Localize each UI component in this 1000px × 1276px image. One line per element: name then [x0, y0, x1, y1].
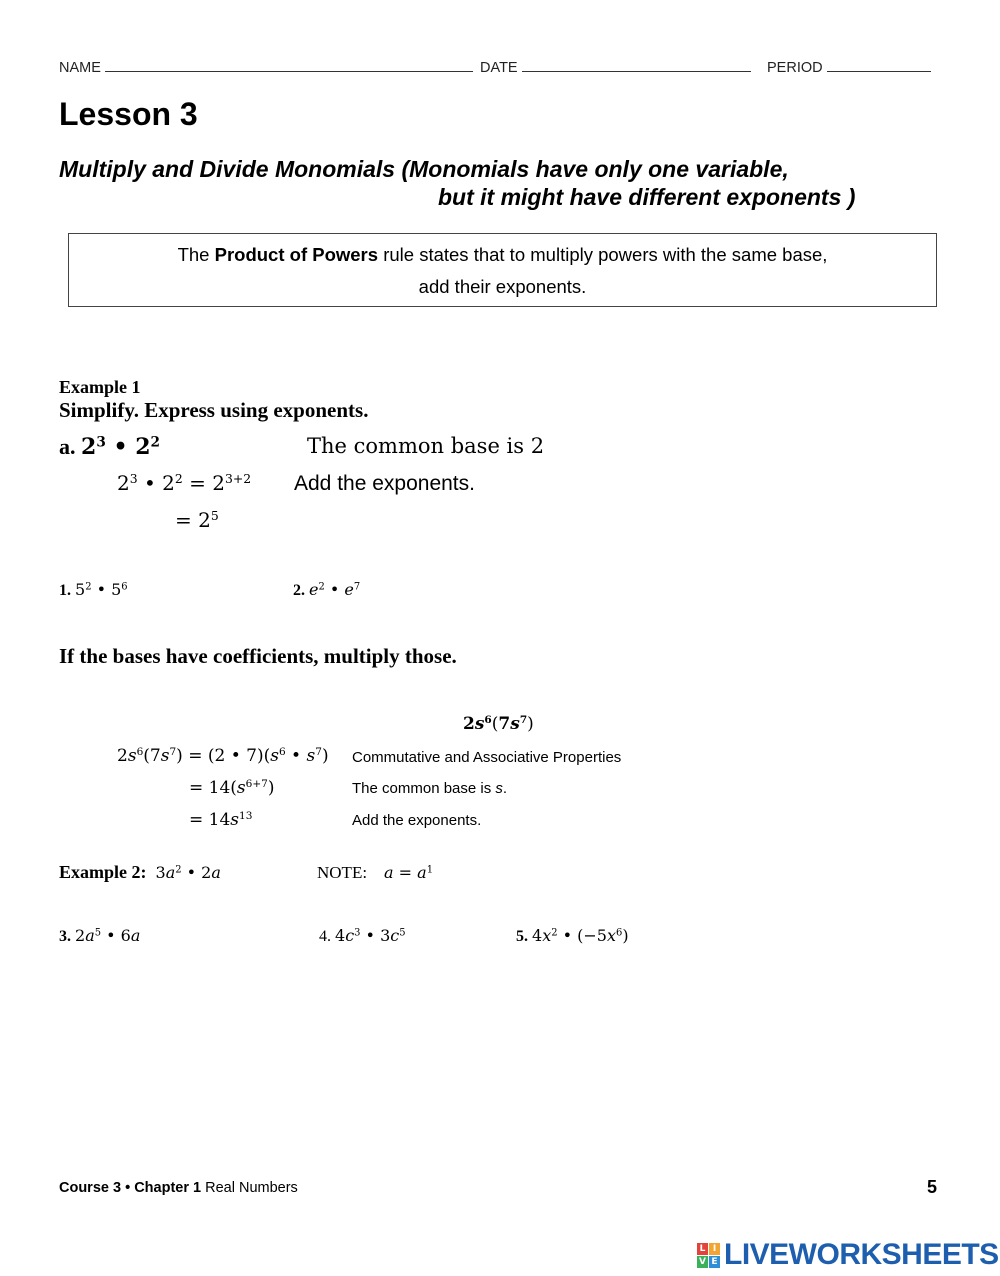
- coefficient-rule: If the bases have coefficients, multiply those.: [59, 644, 457, 668]
- example2-note: NOTE: $a = a^1$: [317, 863, 434, 882]
- example2-label: Example 2:: [59, 862, 147, 882]
- product-of-powers-rule-box: [68, 233, 937, 307]
- period-field: [767, 59, 931, 76]
- lesson-title: Lesson 3: [59, 96, 198, 132]
- name-label: NAME: [59, 60, 101, 76]
- rule-line1: The Product of Powers rule states that to multiply powers with the same base,: [177, 244, 828, 265]
- rule-line2: add their exponents.: [418, 276, 587, 297]
- example1-problem-a: a. $2^3$ • $2^2$: [59, 434, 160, 460]
- coefficient-step1-note: Commutative and Associative Properties: [352, 749, 622, 766]
- example1-step2: = $2^5$: [175, 508, 219, 532]
- date-blank[interactable]: [522, 59, 751, 72]
- common-base-note: The common base is 2: [307, 434, 545, 458]
- exercise-2[interactable]: 2. $e^2$ • $e^7$: [293, 580, 361, 599]
- coefficient-step3-note: Add the exponents.: [352, 812, 482, 829]
- add-exponents-note: Add the exponents.: [294, 472, 475, 495]
- lesson-subtitle-line2: but it might have different exponents ): [438, 184, 856, 210]
- exercise-5[interactable]: 5. $4x^2$ • $(-5x^6)$: [516, 926, 629, 945]
- liveworksheets-logo-icon: L I V E: [697, 1243, 721, 1269]
- page-number: 5: [927, 1177, 938, 1197]
- exercise-1[interactable]: 1. $5^2$ • $5^6$: [59, 580, 128, 599]
- coefficient-step2-note: The common base is s.: [352, 780, 508, 797]
- example1-instruction: Simplify. Express using exponents.: [59, 398, 369, 422]
- footer-course: Course 3 • Chapter 1 Real Numbers: [59, 1180, 298, 1196]
- coefficient-step3: = $14s^{13}$: [189, 810, 253, 830]
- liveworksheets-wordmark[interactable]: LIVEWORKSHEETS: [724, 1238, 999, 1271]
- date-field: [480, 59, 751, 76]
- name-field: [59, 59, 473, 76]
- coefficient-step1: $2s^6(7s^7) = (2$ • $7)(s^6$ • $s^7$): [117, 746, 329, 766]
- coefficient-example-heading: $2s^6(7s^7)$: [463, 714, 534, 734]
- example1-step1: $2^3$ • $2^2 = 2^{3+2}$: [117, 471, 252, 495]
- date-label: DATE: [480, 60, 518, 76]
- exercise-3[interactable]: 3. $2a^5$ • 6a: [59, 926, 141, 945]
- example2[interactable]: Example 2: $3a^2$ • 2a: [59, 862, 221, 882]
- coefficient-step2: = $14(s^{6+7})$: [189, 778, 275, 798]
- rule-term: Product of Powers: [214, 244, 379, 265]
- example1-label: Example 1: [59, 377, 141, 397]
- exercise-4[interactable]: 4. $4c^3$ • $3c^5$: [319, 926, 406, 945]
- name-blank[interactable]: [105, 59, 473, 72]
- period-blank[interactable]: [827, 59, 931, 72]
- lesson-subtitle-line1: Multiply and Divide Monomials (Monomials have only one variable,: [59, 156, 789, 182]
- period-label: PERIOD: [767, 60, 823, 76]
